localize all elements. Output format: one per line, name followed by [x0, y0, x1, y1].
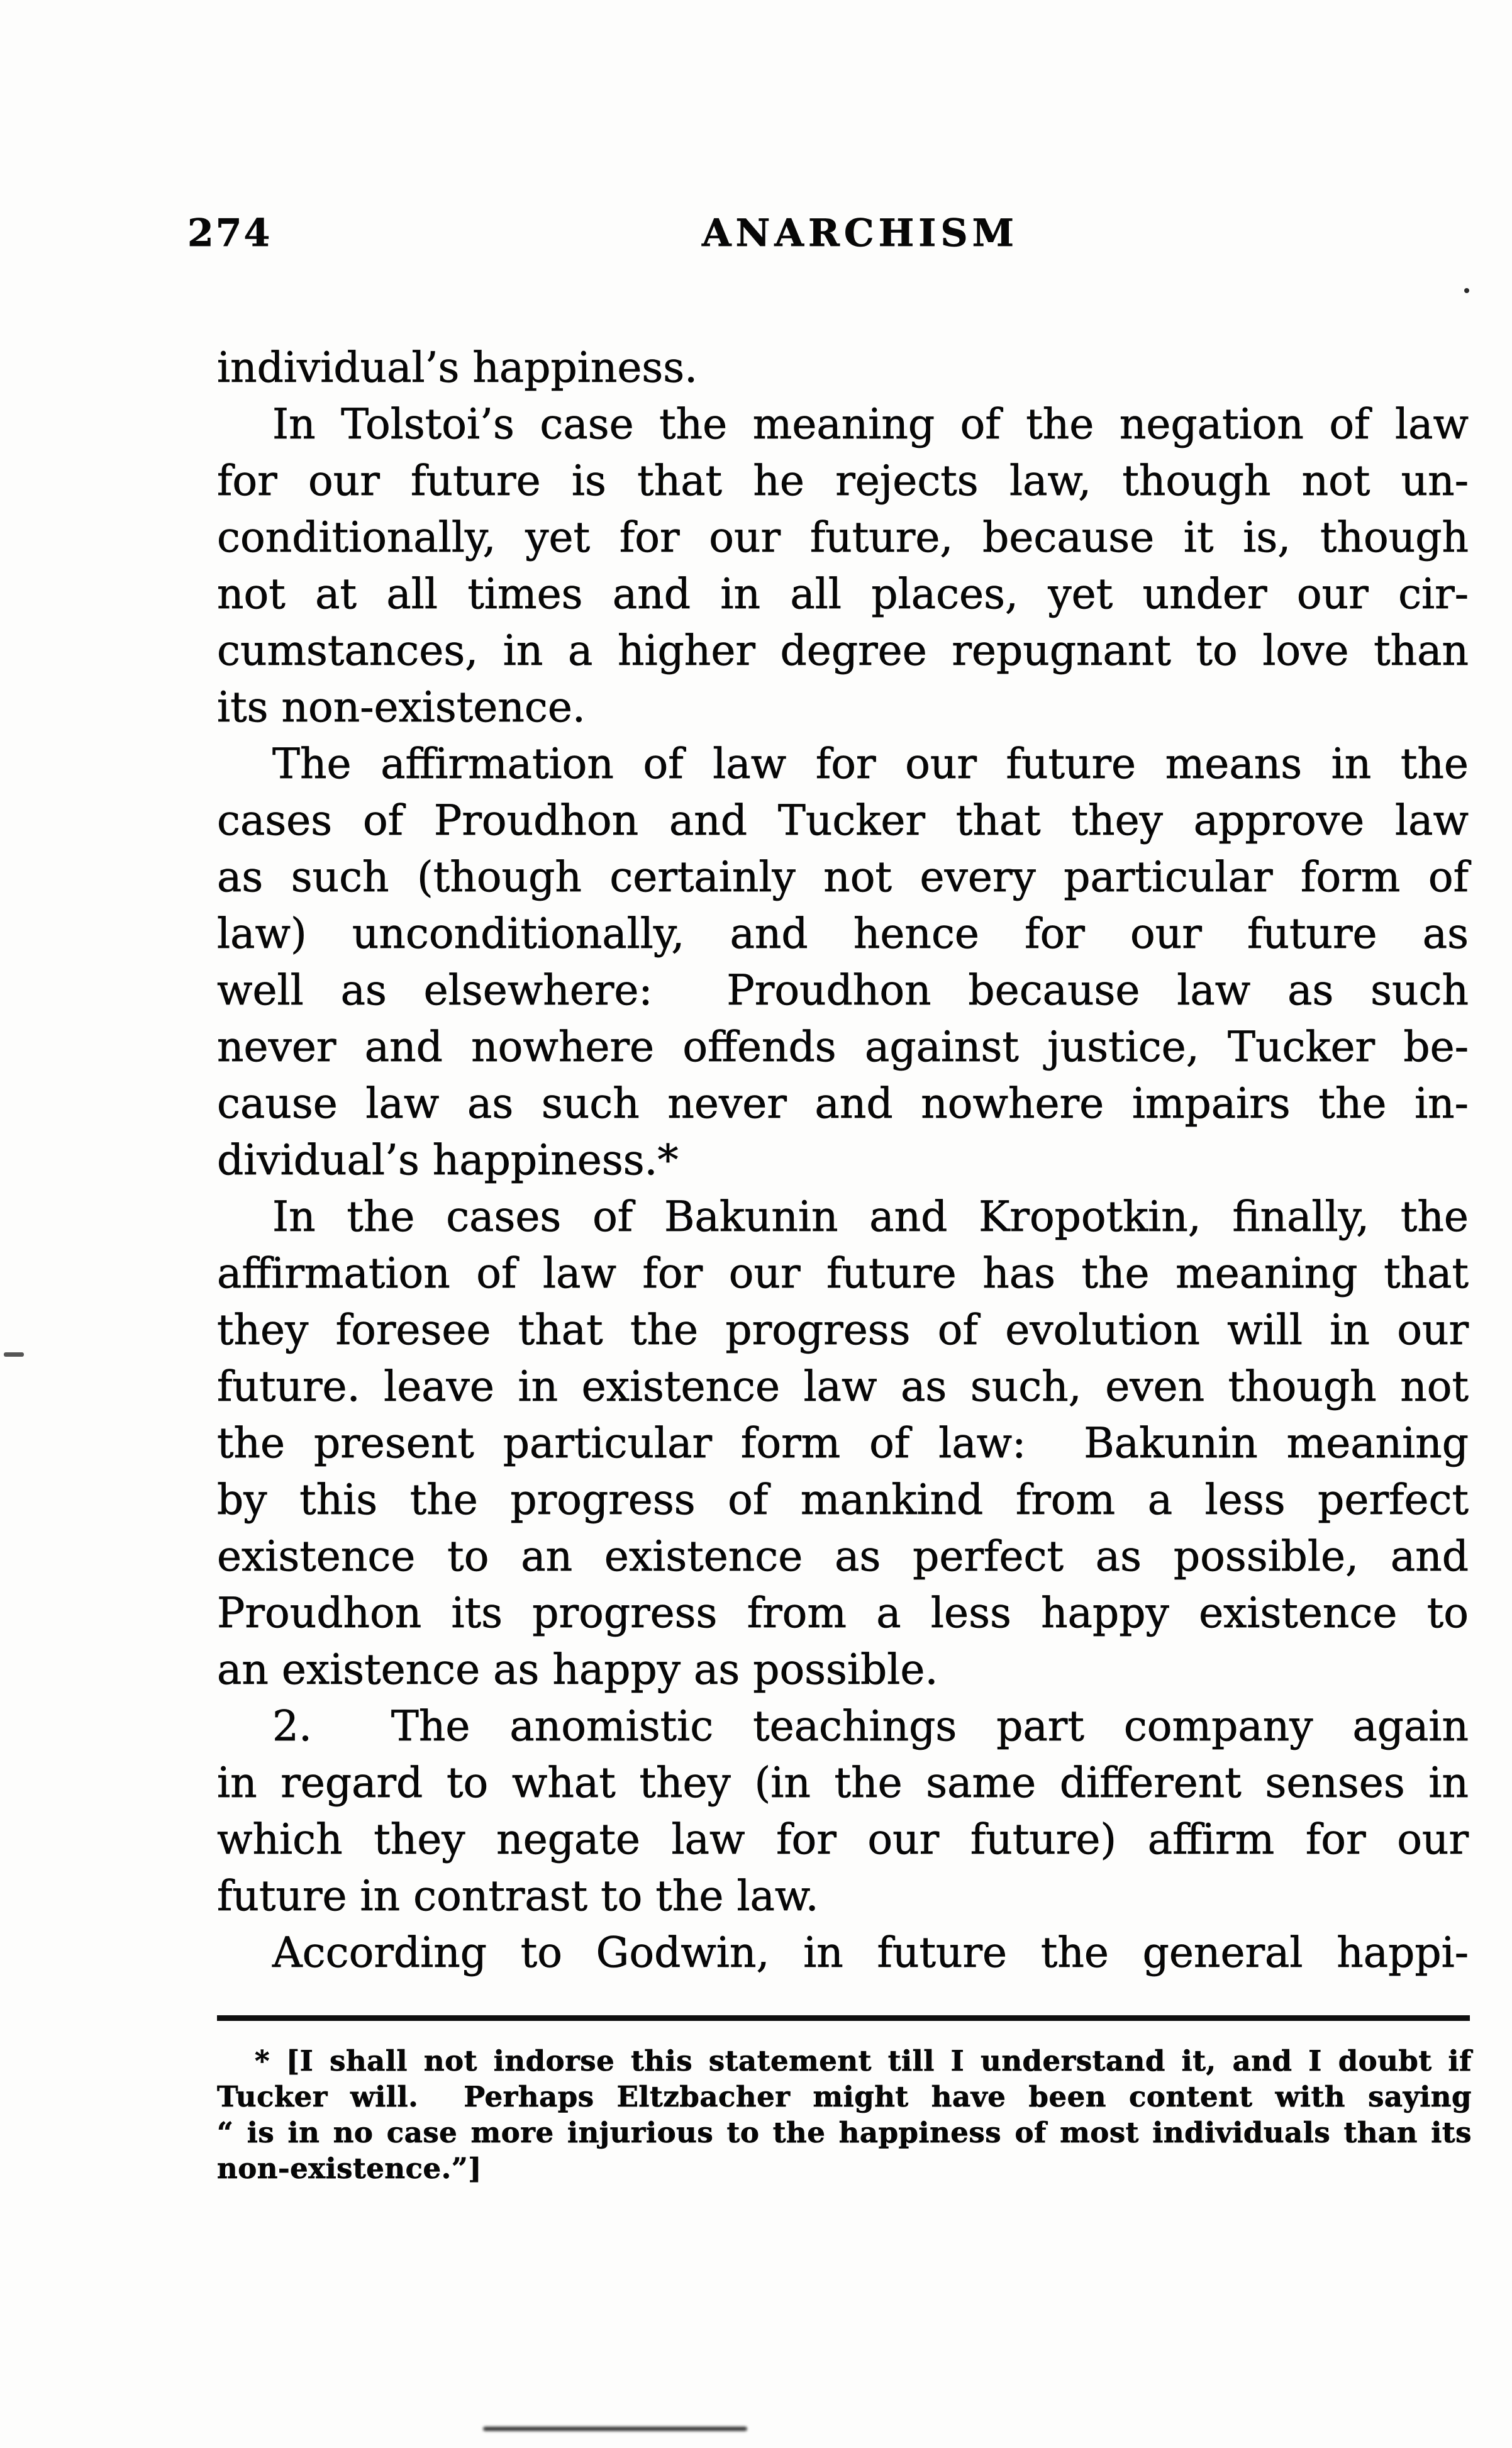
footnote — [217, 2043, 1472, 2186]
scan-artifact-smudge — [483, 2427, 747, 2431]
text-line: dividual’s happiness.* — [217, 1136, 679, 1184]
text-line: In the cases of Bakunin and Kropotkin, finally, the — [272, 1193, 1469, 1241]
text-line: existence to an existence as perfect as possible, and — [217, 1532, 1469, 1581]
text-line: not at all times and in all places, yet under our cir- — [217, 570, 1469, 618]
paragraph — [217, 1925, 1469, 1981]
page-number: 274 — [187, 211, 272, 255]
body-text — [217, 340, 1469, 1981]
text-line: cumstances, in a higher degree repugnant to love than — [217, 626, 1469, 675]
text-line: its non-existence. — [217, 683, 586, 732]
text-line: cause law as such never and nowhere impairs the in- — [217, 1079, 1469, 1128]
text-line: by this the progress of mankind from a less perfect — [217, 1476, 1469, 1524]
text-line: for our future is that he rejects law, though not un- — [217, 457, 1469, 505]
text-line: Proudhon its progress from a less happy existence to — [217, 1589, 1469, 1637]
text-line: cases of Proudhon and Tucker that they approve law — [217, 796, 1469, 845]
text-line: 2. The anomistic teachings part company again — [272, 1702, 1469, 1750]
running-header-title: ANARCHISM — [702, 211, 1019, 255]
text-line: well as elsewhere: Proudhon because law as such — [217, 966, 1469, 1015]
footnote-rule — [217, 2015, 1470, 2021]
paragraph — [217, 1189, 1469, 1698]
text-line: in regard to what they (in the same different senses in — [217, 1759, 1469, 1807]
text-line: conditionally, yet for our future, because it is, though — [217, 513, 1469, 562]
footnote-line: Tucker will. Perhaps Eltzbacher might have been content with saying — [217, 2080, 1472, 2113]
text-line: future in contrast to the law. — [217, 1872, 819, 1920]
footnote-line: non-existence.”] — [217, 2152, 482, 2185]
text-line: which they negate law for our future) affirm for our — [217, 1815, 1469, 1864]
text-line: affirmation of law for our future has the meaning that — [217, 1249, 1469, 1298]
text-line: individual’s happiness. — [217, 343, 698, 392]
paragraph — [217, 340, 1469, 396]
paragraph — [217, 736, 1469, 1189]
text-line: as such (though certainly not every particular form of — [217, 853, 1469, 901]
text-line: future. leave in existence law as such, even though not — [217, 1362, 1469, 1411]
paragraph — [217, 1698, 1469, 1925]
footnote-line: “ is in no case more injurious to the happiness of most individuals than its — [217, 2116, 1472, 2149]
text-line: they foresee that the progress of evolution will in our — [217, 1306, 1469, 1354]
text-line: never and nowhere offends against justice, Tucker be- — [217, 1023, 1469, 1071]
text-line: law) unconditionally, and hence for our future as — [217, 910, 1469, 958]
scan-artifact-dot — [1464, 288, 1469, 293]
scan-artifact-dash — [4, 1352, 24, 1357]
text-line: According to Godwin, in future the general happi- — [272, 1928, 1469, 1977]
paragraph — [217, 396, 1469, 736]
text-line: In Tolstoi’s case the meaning of the negation of law — [272, 400, 1469, 448]
text-line: an existence as happy as possible. — [217, 1645, 938, 1694]
footnote-line: * [I shall not indorse this statement till I understand it, and I doubt if — [255, 2044, 1472, 2078]
text-line: the present particular form of law: Bakunin meaning — [217, 1419, 1469, 1467]
text-line: The affirmation of law for our future means in the — [272, 740, 1469, 788]
